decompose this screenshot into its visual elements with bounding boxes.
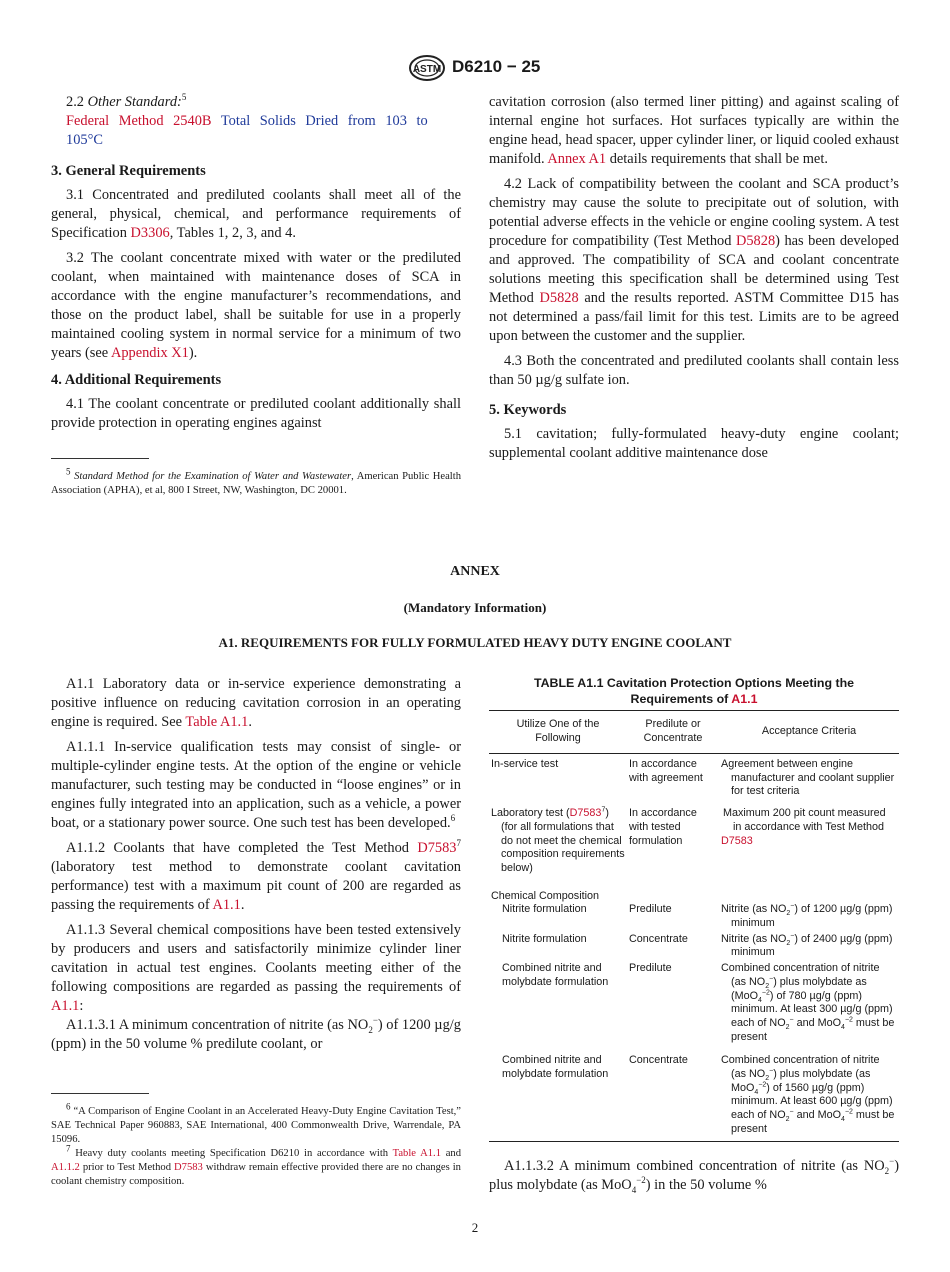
col-header-utilize: Utilize One of the Following [516, 718, 600, 744]
table-row: Combined nitrite and molybdate formulation Predilute Combined concentration of nitrite (as $NO_2^-$) plus molybdate as (MoO$_4^{-2}$) of 780 µg/g (ppm) minimum. At least 300 µg/g (ppm) each of $NO_2^-$ and MoO$_4^{-2}$ must be present [502, 962, 895, 1043]
section-4-1: 4.1 The coolant concentrate or prediluted coolant additionally shall provide protection in operating engines against [51, 396, 461, 431]
total-solids-link[interactable]: Total Solids Dried from 103 to 105°C [66, 113, 428, 148]
col-header-acceptance: Acceptance Criteria [761, 725, 857, 738]
table-caption: TABLE A1.1 Cavitation Protection Options Meeting the Requirements of A1.1 [533, 676, 855, 706]
section-a1-1-2: A1.1.2 Coolants that have completed the Test Method D7583$^7$ (laboratory test method to demonstrate coolant cavitation performance) test with a maximum pit count of 200 are regarded as passing the requirements of A1.1. [51, 838, 461, 913]
section-a1-1-3: A1.1.3 Several chemical compositions have been tested extensively by producers and users and satisfactorily minimize cylinder liner cavitation in actual test engines. Coolants meeting either of the following compositions are regarded as passing the requirements of A1.1: [51, 922, 461, 1014]
footnote-divider [51, 458, 149, 459]
section-3-1: 3.1 Concentrated and prediluted coolants shall meet all of the general, physical, chemical, and performance requirements of Specification D3306, Tables 1, 2, 3, and 4. [51, 187, 461, 241]
table-a1-1 [489, 675, 899, 1142]
federal-method-link[interactable]: Federal Method 2540B [66, 113, 212, 129]
appendix-x1-link[interactable]: Appendix X1 [110, 345, 189, 361]
d3306-link[interactable]: D3306 [130, 225, 170, 241]
footnote-6: $^6$ “A Comparison of Engine Coolant in an Accelerated Heavy-Duty Engine Cavitation Test,” SAE Technical Paper 960883, SAE International, 400 Commonwealth Drive, Warrendale, PA 15096. [51, 1101, 461, 1145]
annex-left-column [51, 675, 461, 1054]
section-4-heading: 4. Additional Requirements [51, 372, 222, 388]
federal-method-reference [51, 112, 461, 150]
section-a1-1-3-2: A1.1.3.2 A minimum combined concentration of nitrite (as $NO_2^-$) plus molybdate (as MoO$_4^{-2}$) in the 50 volume % [489, 1156, 899, 1195]
page-header [0, 54, 950, 84]
section-4-2: 4.2 Lack of compatibility between the coolant and SCA product’s chemistry may cause the solute to precipitate out of solution, with potential adverse effects in the vehicle or engine cooling system. A test procedure for compatibility (Test Method D5828) has been developed and approved. The compatibility of SCA and coolant concentrate solutions meeting this specification shall be determined using Test Method D5828 and the results reported. ASTM Committee D15 has not determined a pass/fail limit for this test. Limits are to be agreed upon between the customer and the supplier. [489, 176, 900, 344]
table-row: Nitrite formulation Concentrate Nitrite (as $NO_2^-$) of 2400 µg/g (ppm) minimum [502, 932, 893, 959]
footnote-7: $^7$ Heavy duty coolants meeting Specification D6210 in accordance with Table A1.1 and A1.1.2 prior to Test Method D7583 withdraw remain effective provided there are no changes in coolant chemistry composition. [51, 1143, 461, 1187]
section-3-2: 3.2 The coolant concentrate mixed with water or the prediluted coolant, when maintained with maintenance doses of SCA in accordance with the engine manufacturer’s recommendations, and those on the product label, shall be suitable for use in a properly maintained cooling system in normal service for a minimum of two years (see Appendix X1). [51, 250, 461, 361]
section-a1-1-1: A1.1.1 In-service qualification tests may consist of single- or multiple-cylinder engine tests. At the option of the engine or vehicle manufacturer, such testing may be conducted in “loose engines” or in engines fully integrated into an application, such as a vehicle, a power boat, or a stationary power source. One such test has been developed.$^6$ [51, 739, 461, 831]
section-3-heading: 3. General Requirements [51, 163, 206, 179]
table-row: Combined nitrite and molybdate formulation Concentrate Combined concentration of nitrite (as $NO_2^-$) plus molybdate (as MoO$_4^{-2}$) of 1560 µg/g (ppm) minimum. At least 600 µg/g (ppm) each of $NO_2^-$ and MoO$_4^{-2}$ must be present [502, 1054, 895, 1135]
table-header-row [489, 711, 899, 754]
table-caption-a1-1-link[interactable]: A1.1 [731, 692, 758, 706]
table-row: In-service test In accordance with agreement Agreement between engine manufacturer and coolant supplier for test criteria [491, 758, 895, 798]
footnote-divider-2 [51, 1093, 149, 1094]
section-a1-1-3-1: A1.1.3.1 A minimum concentration of nitrite (as $NO_2^-$) of 1200 µg/g (ppm) in the 50 volume % predilute coolant, or [51, 1015, 461, 1052]
table-row: Nitrite formulation Predilute Nitrite (as $NO_2^-$) of 1200 µg/g (ppm) minimum [502, 902, 893, 930]
table-d7583-link[interactable]: D7583 [569, 807, 602, 820]
d5828-link-2[interactable]: D5828 [539, 290, 579, 306]
annex-a1-link[interactable]: Annex A1 [547, 151, 607, 167]
table-a1-1-link[interactable]: Table A1.1 [185, 714, 249, 730]
table-row: Laboratory test (D7583$^7$) (for all formulations that do not meet the chemical composition requirements below) In accordance with tested formulation Maximum 200 pit count measured in accordance with Test Method D7583 [491, 806, 886, 874]
col-header-predilute: Predilute or Concentrate [643, 718, 703, 744]
section-5-heading: 5. Keywords [489, 402, 567, 418]
section-2-2: 2.2 Other Standard:$^5$ [66, 92, 187, 110]
annex-title: ANNEX [450, 564, 500, 579]
cavitation-table [489, 710, 899, 1142]
fn7-a1-1-2-link[interactable]: A1.1.2 [51, 1162, 80, 1173]
svg-text:ASTM: ASTM [412, 64, 442, 75]
fn7-d7583-link[interactable]: D7583 [174, 1162, 203, 1173]
table-row: Chemical Composition [491, 889, 600, 902]
annex-subtitle: (Mandatory Information) [403, 600, 547, 615]
annex-a1-title: A1. REQUIREMENTS FOR FULLY FORMULATED HEAVY DUTY ENGINE COOLANT [218, 635, 732, 650]
section-a1-1: A1.1 Laboratory data or in-service experience demonstrating a positive influence on reducing cavitation corrosion in an operating engine is required. See Table A1.1. [51, 676, 461, 730]
section-4-3: 4.3 Both the concentrated and prediluted coolants shall contain less than 50 µg/g sulfate ion. [489, 353, 899, 388]
a1-1-link-2[interactable]: A1.1 [51, 998, 80, 1014]
footnote-5: $^5$ Standard Method for the Examination of Water and Wastewater, American Public Health Association (APHA), et al, 800 I Street, NW, Washington, DC 20001. [51, 466, 461, 496]
section-5-1: 5.1 cavitation; fully-formulated heavy-duty engine coolant; supplemental coolant additive maintenance dose [489, 426, 899, 461]
section-4-1-continued: cavitation corrosion (also termed liner pitting) and against scaling of internal engine hot surfaces. Hot surfaces typically are within the engine head, head spacer, upper cylinder liner, or liquid cooled exhaust manifold. Annex A1 details requirements that shall be met. [489, 94, 899, 167]
a1-1-link[interactable]: A1.1 [212, 897, 241, 913]
fn7-table-a1-1-link[interactable]: Table A1.1 [392, 1148, 441, 1159]
right-column [489, 93, 899, 463]
d7583-link[interactable]: D7583 [417, 840, 457, 856]
astm-logo-icon [408, 54, 446, 82]
table-d7583-link-2[interactable]: D7583 [721, 834, 753, 847]
left-column [51, 93, 461, 433]
d5828-link[interactable]: D5828 [735, 233, 776, 249]
page-number: 2 [471, 1220, 479, 1235]
footnotes-annex [51, 1101, 461, 1189]
standard-designation: D6210 − 25 [452, 57, 541, 76]
